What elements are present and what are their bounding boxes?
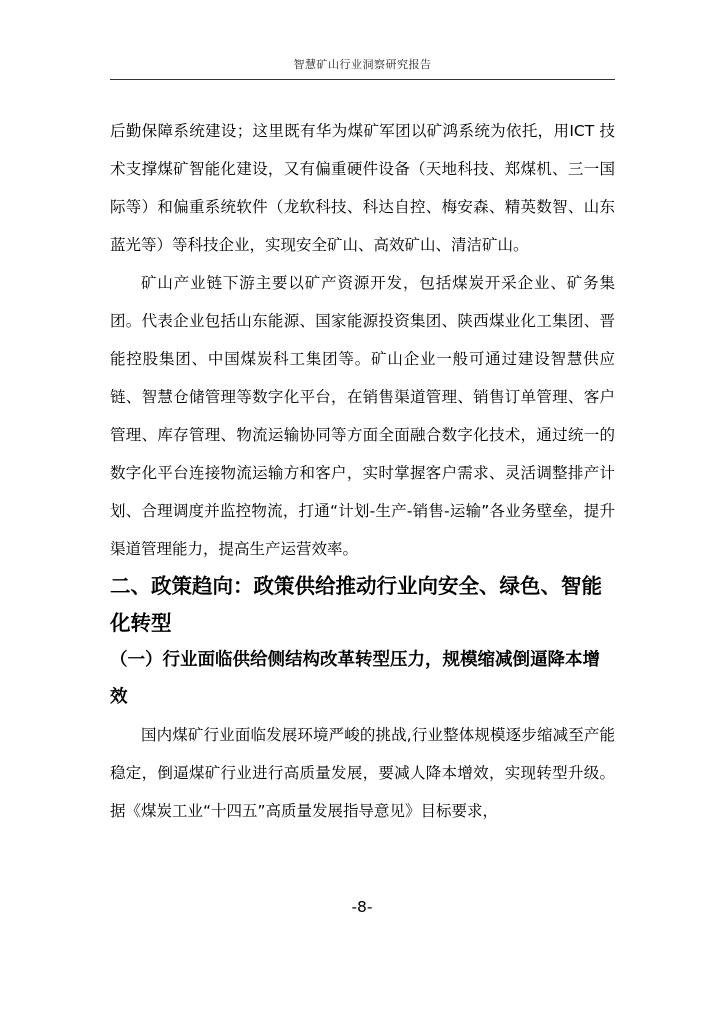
subsection-heading: （一）行业面临供给侧结构改革转型压力，规模缩减倒逼降本增效: [110, 650, 600, 707]
body-paragraph: 矿山产业链下游主要以矿产资源开发，包括煤炭开采企业、矿务集团。代表企业包括山东能源、国家能源投资集团、陕西煤业化工集团、晋能控股集团、中国煤炭科工集团等。矿山企业一般可通过建设智慧供应链、智慧仓储管理等数字化平台，在销售渠道管理、销售订单管理、客户管理、库存管理、物流运输协同等方面全面融合数字化技术，通过统一的数字化平台连接物流运输方和客户，实时掌握客户需求、灵活调整排产计划、合理调度并监控物流，打通“计划-生产-销售-运输”各业务壁垒，提升渠道管理能力，提高生产运营效率。: [110, 274, 615, 558]
body-paragraph: 后勤保障系统建设；这里既有华为煤矿军团以矿鸿系统为依托，用ICT 技术支撑煤矿智能化建设，又有偏重硬件设备（天地科技、郑煤机、三一国际等）和偏重系统软件（龙软科技、科达自控、梅安森、精英数智、山东蓝光等）等科技企业，实现安全矿山、高效矿山、清洁矿山。: [110, 122, 615, 254]
page-content: [110, 112, 615, 830]
page-number: -8-: [351, 898, 373, 916]
body-paragraph: 国内煤矿行业面临发展环境严峻的挑战,行业整体规模逐步缩减至产能稳定，倒逼煤矿行业进行高质量发展，要减人降本增效，实现转型升级。据《煤炭工业“十四五”高质量发展指导意见》目标要求，: [110, 726, 615, 820]
page-header-title: 智慧矿山行业洞察研究报告: [293, 58, 432, 71]
section-heading: 二、政策趋向：政策供给推动行业向安全、绿色、智能化转型: [110, 574, 602, 635]
header-divider: [110, 79, 615, 80]
